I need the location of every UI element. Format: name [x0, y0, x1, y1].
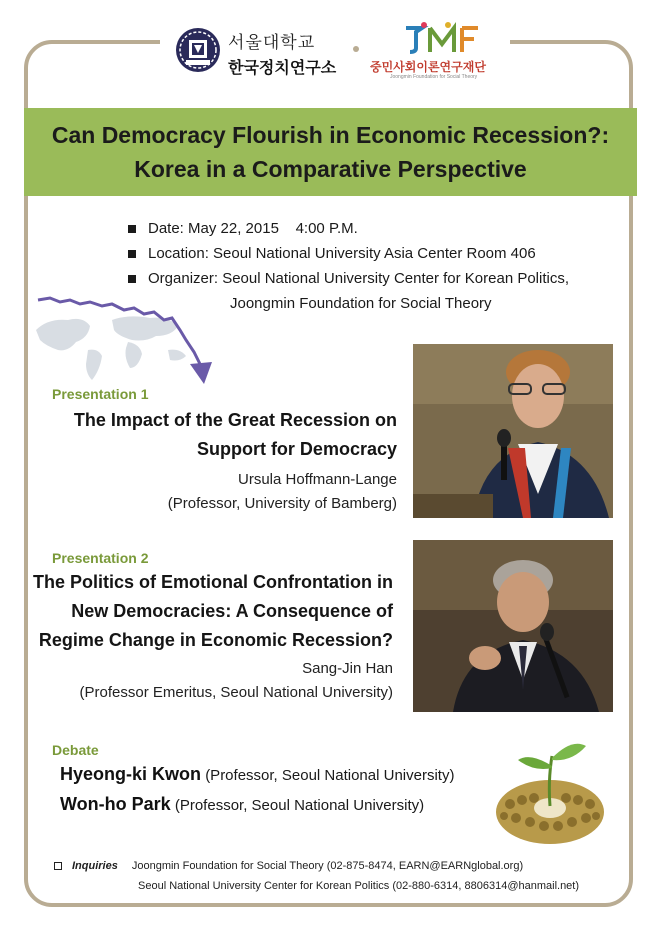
info-organizer: Organizer: Seoul National University Center for Korean Politics, — [148, 270, 570, 287]
discussant-2-name: Won-ho Park — [60, 794, 171, 814]
square-bullet-icon — [128, 225, 136, 233]
jmf-name: 중민사회이론연구재단 — [370, 60, 486, 74]
title-line-1: Can Democracy Flourish in Economic Recession?: — [51, 122, 610, 148]
inquiries-row-1 — [54, 856, 579, 876]
inquiries-label: Inquiries — [72, 860, 118, 872]
discussant-1-affiliation: (Professor, Seoul National University) — [205, 767, 455, 784]
presentation-2-title-3: Regime Change in Economic Recession? — [38, 630, 393, 650]
presentation-2-title-2: New Democracies: A Consequence of — [71, 601, 393, 621]
world-map-decline-arrow-icon — [28, 290, 218, 390]
debate-discussant-2 — [60, 794, 424, 815]
crowd-sprout-icon — [490, 730, 610, 850]
discussant-2-affiliation: (Professor, Seoul National University) — [174, 797, 425, 814]
jmf-mark-icon — [402, 22, 480, 56]
snu-logo-text — [228, 28, 336, 78]
info-organizer-row — [128, 266, 569, 291]
presentation-1-block — [74, 406, 397, 516]
inquiries — [54, 856, 579, 896]
info-date-row — [128, 216, 569, 241]
logo-band — [160, 18, 510, 82]
snu-name: 서울대학교 — [228, 33, 316, 53]
speaker-2-portrait-icon — [413, 540, 613, 712]
debate-discussant-1 — [60, 764, 454, 785]
presentation-1-title-1: The Impact of the Great Recession on — [73, 410, 397, 430]
checkbox-bullet-icon — [54, 862, 62, 870]
speaker-2-photo — [413, 540, 613, 712]
title-bar — [24, 108, 637, 196]
presentation-2-speaker: Sang-Jin Han — [302, 660, 393, 677]
discussant-1-name: Hyeong-ki Kwon — [60, 764, 202, 784]
info-location: Location: Seoul National University Asia Center Room 406 — [148, 245, 536, 262]
info-organizer-2: Joongmin Foundation for Social Theory — [230, 295, 492, 312]
snu-institute-name: 한국정치연구소 — [228, 58, 337, 77]
info-date: Date: May 22, 2015 4:00 P.M. — [148, 220, 358, 237]
square-bullet-icon — [128, 275, 136, 283]
jmf-logo — [370, 20, 505, 80]
info-location-row — [128, 241, 569, 266]
speaker-1-photo — [413, 344, 613, 518]
presentation-2-title-1: The Politics of Emotional Confrontation in — [33, 572, 393, 592]
presentation-1-speaker: Ursula Hoffmann-Lange — [238, 471, 397, 488]
presentation-2-affiliation: (Professor Emeritus, Seoul National University) — [79, 684, 393, 701]
presentation-2-label: Presentation 2 — [52, 550, 149, 566]
presentation-2-block — [33, 568, 393, 705]
logo-separator-dot — [353, 46, 359, 52]
snu-emblem-icon — [174, 26, 222, 74]
inquiries-line-1: Joongmin Foundation for Social Theory (02-875-8474, EARN@EARNglobal.org) — [131, 860, 524, 872]
debate-label: Debate — [52, 742, 99, 758]
presentation-1-label: Presentation 1 — [52, 386, 149, 402]
title-line-2: Korea in a Comparative Perspective — [134, 156, 527, 182]
speaker-1-portrait-icon — [413, 344, 613, 518]
presentation-1-affiliation: (Professor, University of Bamberg) — [167, 495, 397, 512]
square-bullet-icon — [128, 250, 136, 258]
presentation-1-title-2: Support for Democracy — [196, 439, 397, 459]
inquiries-line-2: Seoul National University Center for Korean Politics (02-880-6314, 8806314@hanmail.net) — [138, 880, 580, 892]
jmf-subtitle: Joongmin Foundation for Social Theory — [390, 74, 478, 80]
